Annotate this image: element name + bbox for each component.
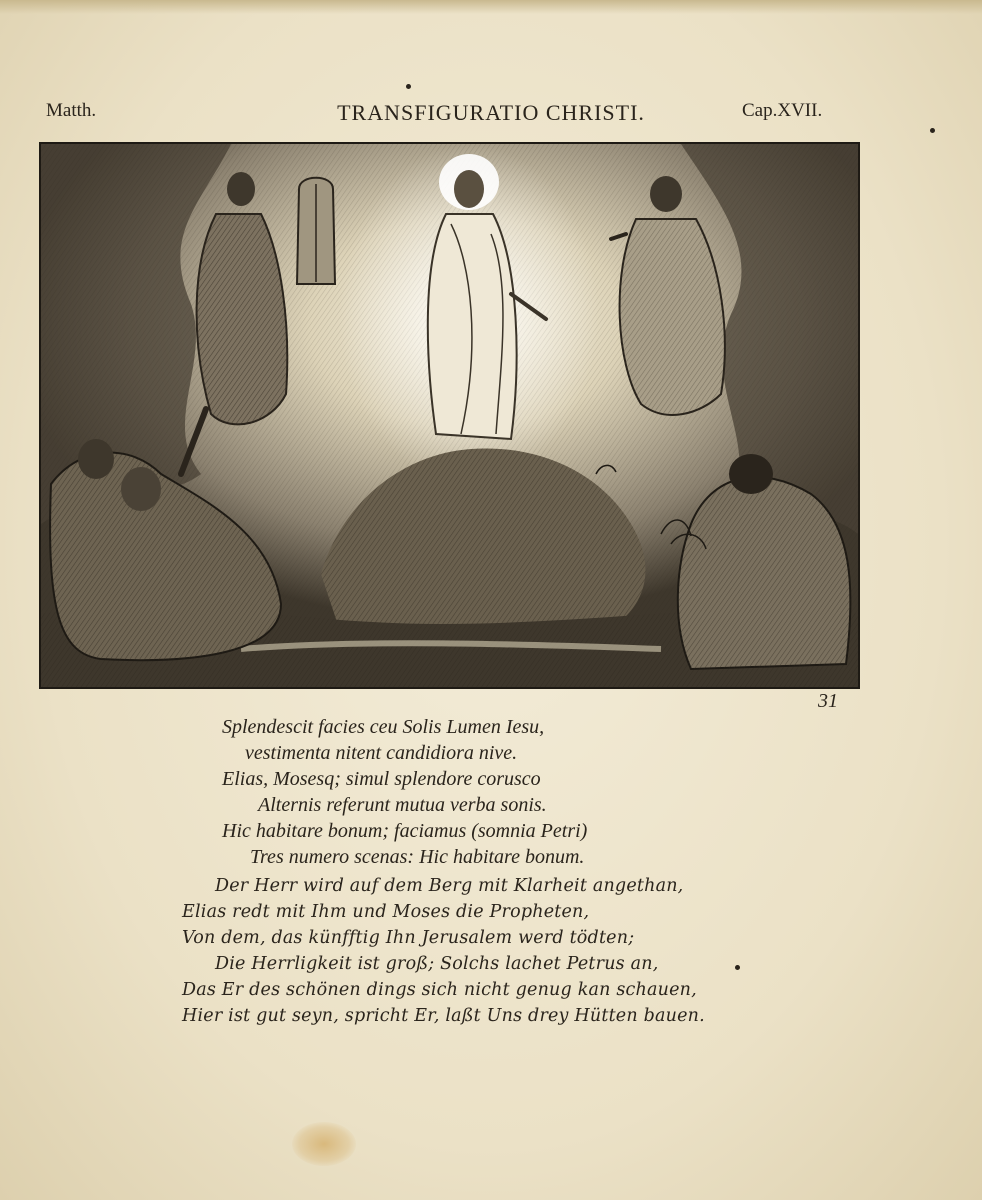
german-line: Elias redt mit Ihm und Moses die Propheten, xyxy=(182,902,590,922)
chapter-reference: Cap.XVII. xyxy=(742,100,823,121)
page-title: TRANSFIGURATIO CHRISTI. xyxy=(337,100,645,125)
german-line: Das Er des schönen dings sich nicht genug kan schauen, xyxy=(182,980,697,1000)
latin-line: Hic habitare bonum; faciamus (somnia Petri) xyxy=(222,820,588,842)
german-line: Von dem, das künfftig Ihn Jerusalem werd tödten; xyxy=(182,928,635,948)
engraving-plate xyxy=(39,142,860,689)
plate-number: 31 xyxy=(818,690,838,712)
water-stain xyxy=(292,1122,356,1166)
latin-line: Alternis referunt mutua verba sonis. xyxy=(258,794,547,816)
ink-speck xyxy=(735,965,740,970)
gospel-reference: Matth. xyxy=(46,100,97,121)
transfiguration-engraving xyxy=(41,144,858,687)
latin-line: vestimenta nitent candidiora nive. xyxy=(245,742,518,764)
german-line: Die Herrligkeit ist groß; Solchs lachet Petrus an, xyxy=(215,954,659,974)
latin-line: Tres numero scenas: Hic habitare bonum. xyxy=(250,846,585,868)
german-line: Der Herr wird auf dem Berg mit Klarheit angethan, xyxy=(215,876,684,896)
page-top-edge xyxy=(0,0,982,14)
german-line: Hier ist gut seyn, spricht Er, laßt Uns drey Hütten bauen. xyxy=(182,1006,705,1026)
ink-speck xyxy=(930,128,935,133)
latin-line: Elias, Mosesq; simul splendore corusco xyxy=(222,768,541,790)
latin-line: Splendescit facies ceu Solis Lumen Iesu, xyxy=(222,716,545,738)
ink-speck xyxy=(406,84,411,89)
